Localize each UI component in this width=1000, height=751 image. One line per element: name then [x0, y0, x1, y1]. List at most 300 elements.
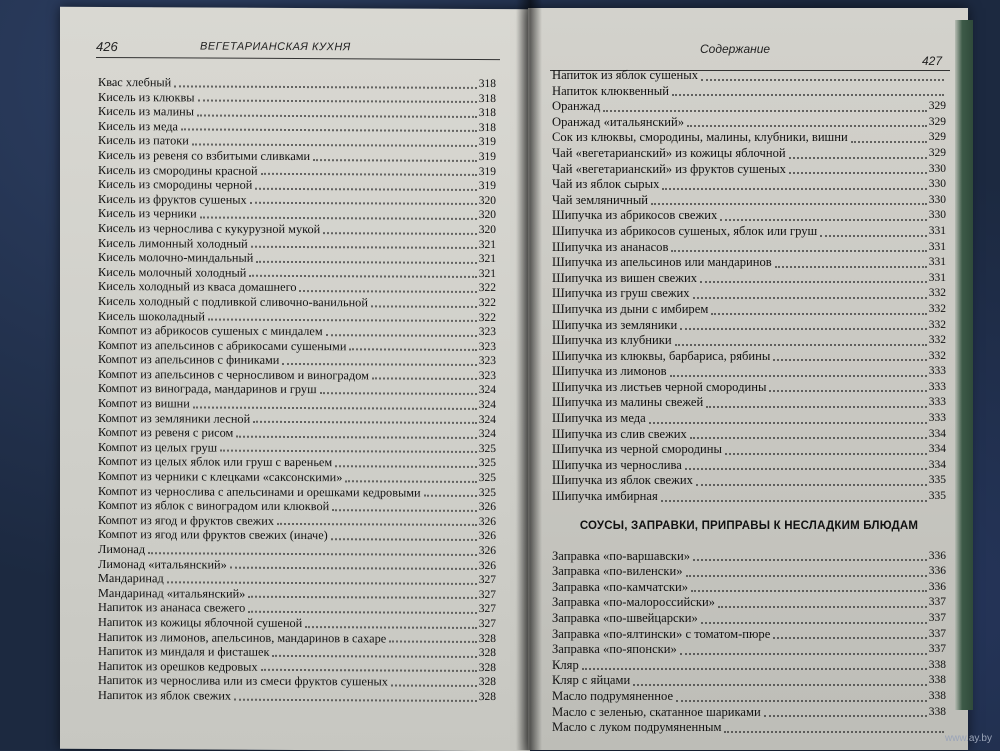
toc-entry-title: Кисель из смородины красной: [98, 162, 258, 178]
toc-entry: [552, 395, 946, 411]
toc-entry-page: 330: [928, 178, 946, 191]
toc-entry-page: 338: [928, 674, 946, 687]
toc-leader-dots: [711, 312, 926, 315]
toc-entry-title: Оранжад: [552, 99, 601, 114]
toc-entry: [552, 333, 946, 349]
toc-leader-dots: [671, 249, 926, 252]
toc-entry-title: Кисель холодный из кваса домашнего: [98, 279, 297, 295]
toc-leader-dots: [789, 156, 927, 159]
toc-entry-page: 321: [478, 267, 496, 280]
toc-entry-page: 326: [478, 530, 496, 543]
toc-leader-dots: [675, 343, 927, 346]
left-header-title: ВЕГЕТАРИАНСКАЯ КУХНЯ: [200, 40, 351, 54]
toc-entry-page: 329: [928, 131, 946, 144]
right-toc-bottom: [552, 549, 946, 736]
toc-leader-dots: [148, 551, 477, 556]
toc-leader-dots: [764, 714, 927, 717]
toc-entry-page: 327: [478, 617, 496, 631]
toc-leader-dots: [197, 113, 477, 117]
toc-entry: [552, 489, 946, 505]
toc-leader-dots: [313, 158, 477, 162]
toc-entry-title: Шипучка из вишен свежих: [552, 270, 697, 285]
toc-entry-title: Шипучка из чернослива: [552, 457, 682, 472]
left-page-number: 426: [96, 38, 118, 55]
toc-entry-title: Компот из апельсинов с абрикосами сушеными: [98, 337, 347, 353]
toc-entry-page: 325: [478, 471, 496, 485]
toc-entry: [552, 705, 946, 721]
toc-leader-dots: [696, 483, 927, 486]
toc-entry-page: 324: [478, 413, 496, 426]
toc-entry-title: Заправка «по-варшавски»: [552, 548, 691, 563]
right-toc-list: [552, 68, 946, 736]
toc-leader-dots: [372, 377, 477, 381]
toc-entry: [552, 689, 946, 705]
toc-entry: [552, 642, 946, 658]
toc-entry: [552, 611, 946, 627]
toc-entry-title: Заправка «по-японски»: [552, 642, 677, 657]
toc-entry-title: Кисель из патоки: [98, 133, 189, 148]
toc-entry-title: Кисель из чернослива с кукурузной мукой: [98, 220, 321, 237]
toc-leader-dots: [331, 537, 477, 541]
open-book: [50, 0, 970, 750]
toc-leader-dots: [582, 667, 927, 670]
toc-entry-page: 332: [928, 349, 946, 362]
toc-leader-dots: [335, 464, 477, 468]
toc-entry-page: 336: [928, 580, 946, 593]
toc-entry: [552, 68, 946, 84]
toc-leader-dots: [661, 499, 927, 502]
toc-entry-page: 334: [928, 458, 946, 471]
toc-leader-dots: [672, 93, 944, 96]
toc-entry-title: Шипучка из абрикосов сушеных, яблок или груш: [552, 223, 818, 238]
toc-entry-page: 332: [928, 318, 946, 331]
toc-entry: [552, 580, 946, 596]
toc-entry-title: Чай земляничный: [552, 192, 649, 207]
toc-entry-page: 324: [478, 399, 496, 412]
toc-entry-title: Компот из абрикосов сушеных с миндалем: [98, 323, 323, 339]
toc-entry-title: Шипучка из абрикосов свежих: [552, 208, 718, 223]
toc-entry-title: Заправка «по-ялтински» с томатом-пюре: [552, 626, 771, 641]
toc-leader-dots: [424, 494, 477, 497]
toc-entry-page: 318: [478, 77, 496, 91]
toc-entry-page: 319: [478, 165, 496, 178]
right-header-title: Содержание: [700, 42, 771, 56]
toc-entry-title: Кисель из малины: [98, 104, 195, 119]
toc-leader-dots: [250, 201, 477, 205]
toc-entry-title: Заправка «по-камчатски»: [552, 579, 688, 594]
toc-entry: [552, 564, 946, 580]
toc-entry-page: 327: [478, 603, 496, 616]
toc-entry-title: Кисель из меда: [98, 118, 178, 134]
toc-entry-title: Лимонад «итальянский»: [98, 556, 227, 572]
toc-entry-page: 329: [928, 146, 946, 159]
toc-entry-title: Масло подрумяненное: [552, 688, 674, 703]
toc-entry-page: 331: [928, 256, 946, 269]
toc-leader-dots: [349, 348, 476, 352]
toc-entry-title: Заправка «по-виленски»: [552, 564, 683, 579]
toc-entry-page: 328: [478, 676, 496, 689]
toc-leader-dots: [693, 296, 927, 299]
section-heading: СОУСЫ, ЗАПРАВКИ, ПРИПРАВЫ К НЕСЛАДКИМ БЛЮДАМ: [579, 519, 919, 532]
toc-entry-page: 321: [478, 238, 496, 251]
toc-leader-dots: [690, 436, 927, 439]
toc-entry-page: 319: [478, 180, 496, 193]
toc-entry-page: 330: [928, 193, 946, 206]
toc-leader-dots: [230, 566, 477, 570]
toc-leader-dots: [277, 522, 477, 526]
toc-leader-dots: [391, 683, 477, 686]
toc-entry-title: Шипучка из ананасов: [552, 239, 669, 254]
toc-entry-page: 319: [478, 136, 496, 149]
toc-entry-page: 334: [928, 443, 946, 456]
toc-entry-page: 337: [928, 627, 946, 640]
toc-entry-title: Шипучка имбирная: [552, 489, 658, 504]
toc-leader-dots: [234, 697, 477, 701]
toc-leader-dots: [249, 274, 476, 278]
toc-entry-title: Компот из чернослива с апельсинами и орешками кедровыми: [98, 483, 421, 500]
toc-entry-title: Чай из яблок сырых: [552, 177, 660, 192]
toc-entry-page: 332: [928, 302, 946, 315]
toc-entry-title: Кисель из клюквы: [98, 89, 195, 105]
toc-entry-title: Заправка «по-швейцарски»: [552, 611, 698, 625]
left-toc-list: [98, 75, 496, 705]
toc-entry-page: 329: [928, 115, 946, 128]
toc-entry-page: 326: [478, 544, 496, 558]
toc-leader-dots: [272, 654, 476, 658]
toc-entry-page: 331: [928, 240, 946, 253]
watermark: www.ay.by: [944, 733, 992, 744]
toc-leader-dots: [685, 467, 927, 470]
toc-entry: [552, 193, 946, 209]
toc-entry-page: 328: [478, 690, 496, 703]
toc-entry: [552, 224, 946, 240]
toc-entry: [552, 595, 946, 611]
toc-leader-dots: [389, 640, 477, 643]
toc-leader-dots: [251, 245, 477, 249]
toc-entry-page: 338: [928, 689, 946, 702]
toc-entry-page: 331: [928, 224, 946, 237]
toc-entry-page: 318: [478, 121, 496, 134]
toc-leader-dots: [651, 202, 927, 205]
toc-leader-dots: [255, 187, 476, 191]
right-toc-top: [552, 68, 946, 505]
toc-entry-page: 323: [478, 355, 496, 368]
toc-entry-title: Заправка «по-малороссийски»: [552, 595, 715, 610]
toc-entry-title: Напиток из кожицы яблочной сушеной: [98, 614, 303, 631]
left-page-header: [96, 37, 500, 60]
toc-entry-title: Компот из черники с клецками «саксонскими»: [98, 468, 343, 485]
toc-entry-title: Напиток из яблок свежих: [98, 687, 232, 703]
toc-entry-title: Компот из целых груш: [98, 439, 218, 455]
toc-entry: [552, 364, 946, 380]
toc-leader-dots: [725, 452, 927, 455]
toc-entry-page: 333: [928, 365, 946, 378]
toc-leader-dots: [649, 421, 927, 424]
toc-leader-dots: [720, 218, 927, 221]
toc-entry-page: 326: [478, 515, 496, 528]
toc-entry: [552, 627, 946, 643]
toc-leader-dots: [691, 589, 927, 592]
toc-entry-title: Компот из целых яблок или груш с вареньем: [98, 454, 333, 470]
toc-leader-dots: [633, 683, 927, 686]
toc-entry-title: Кисель из фруктов сушеных: [98, 191, 247, 207]
toc-entry: [552, 286, 946, 302]
toc-entry-title: Напиток клюквенный: [552, 83, 669, 98]
toc-leader-dots: [323, 231, 477, 235]
toc-entry-title: Напиток из лимонов, апельсинов, мандаринов в сахаре: [98, 629, 387, 646]
toc-leader-dots: [775, 265, 927, 268]
toc-entry: [552, 130, 946, 146]
toc-entry-title: Шипучка из лимонов: [552, 364, 667, 379]
toc-entry-page: 337: [928, 596, 946, 609]
toc-entry-title: Кляр с яйцами: [552, 673, 631, 688]
toc-entry-page: 318: [478, 92, 496, 105]
toc-entry-page: 320: [478, 209, 496, 222]
toc-leader-dots: [676, 699, 927, 702]
toc-entry-title: Лимонад: [98, 541, 146, 557]
toc-leader-dots: [820, 234, 927, 237]
toc-entry-title: Напиток из орешков кедровых: [98, 658, 258, 674]
toc-entry-title: Компот из ягод или фруктов свежих (иначе): [98, 527, 328, 543]
toc-entry: [98, 688, 496, 705]
toc-entry-page: 325: [478, 457, 496, 470]
toc-leader-dots: [686, 574, 927, 577]
toc-entry-page: 322: [478, 311, 496, 324]
toc-entry-page: 333: [928, 380, 946, 393]
toc-entry-title: Компот из апельсинов с финиками: [98, 352, 280, 368]
toc-entry-page: 330: [928, 162, 946, 175]
toc-entry: [552, 177, 946, 193]
toc-leader-dots: [193, 405, 477, 409]
toc-entry-page: 321: [478, 253, 496, 266]
toc-leader-dots: [248, 610, 476, 614]
toc-leader-dots: [282, 362, 476, 366]
toc-leader-dots: [261, 172, 477, 176]
toc-entry-page: 325: [478, 486, 496, 499]
toc-entry-title: Кисель лимонный холодный: [98, 235, 248, 251]
toc-leader-dots: [326, 333, 477, 337]
toc-leader-dots: [220, 449, 477, 453]
toc-entry: [552, 255, 946, 271]
book-spine-shadow: [516, 0, 542, 750]
toc-entry-title: Компот из ревеня с рисом: [98, 425, 234, 440]
toc-entry: [552, 442, 946, 458]
toc-entry-title: Оранжад «итальянский»: [552, 114, 685, 129]
toc-entry-page: 327: [478, 588, 496, 601]
toc-entry: [552, 380, 946, 396]
toc-leader-dots: [332, 508, 477, 512]
toc-leader-dots: [208, 318, 477, 322]
toc-entry-page: 328: [478, 661, 496, 674]
toc-entry: [552, 115, 946, 131]
toc-entry-title: Напиток из яблок сушеных: [552, 68, 699, 82]
toc-entry-page: 337: [928, 612, 946, 624]
toc-entry: [552, 427, 946, 443]
toc-entry-title: Мандаринад «итальянский»: [98, 585, 246, 601]
toc-entry: [552, 84, 946, 100]
toc-entry-page: 337: [928, 643, 946, 656]
toc-entry-title: Шипучка из малины свежей: [552, 395, 704, 410]
toc-entry-page: 325: [478, 442, 496, 455]
toc-entry-page: 326: [478, 559, 496, 572]
toc-entry: [98, 527, 496, 544]
toc-entry: [552, 240, 946, 256]
toc-leader-dots: [167, 580, 477, 585]
toc-leader-dots: [174, 84, 476, 89]
toc-leader-dots: [718, 605, 927, 608]
toc-leader-dots: [687, 124, 927, 127]
toc-entry-title: Шипучка из листьев черной смородины: [552, 379, 767, 394]
toc-entry: [552, 549, 946, 565]
toc-entry-title: Шипучка из черной смородины: [552, 442, 722, 457]
toc-entry-title: Шипучка из груш свежих: [552, 286, 690, 301]
toc-entry-title: Кисель молочно-миндальный: [98, 250, 254, 265]
toc-entry-page: 332: [928, 334, 946, 347]
toc-entry: [552, 208, 946, 224]
toc-entry-page: 322: [478, 282, 496, 295]
toc-entry-page: 319: [478, 150, 496, 164]
toc-leader-dots: [701, 78, 944, 81]
toc-entry-title: Кисель из ревеня со взбитыми сливками: [98, 147, 311, 164]
toc-entry-title: Компот из апельсинов с черносливом и виноградом: [98, 366, 369, 383]
toc-leader-dots: [261, 668, 477, 672]
toc-entry-page: 318: [478, 107, 496, 120]
toc-entry-title: Масло с зеленью, скатанное шариками: [552, 704, 761, 719]
toc-entry-title: Шипучка из земляники: [552, 317, 678, 332]
toc-entry-page: 336: [928, 565, 946, 578]
toc-entry: [552, 318, 946, 334]
toc-entry-title: Шипучка из слив свежих: [552, 426, 687, 441]
toc-leader-dots: [773, 358, 926, 361]
toc-entry-page: 338: [928, 658, 946, 671]
toc-entry-page: 327: [478, 574, 496, 587]
toc-entry: [552, 162, 946, 178]
toc-entry: [552, 302, 946, 318]
toc-leader-dots: [700, 280, 927, 283]
toc-entry: [552, 349, 946, 365]
toc-leader-dots: [256, 260, 476, 264]
toc-leader-dots: [789, 171, 927, 174]
toc-leader-dots: [305, 625, 476, 629]
toc-leader-dots: [200, 215, 477, 219]
toc-entry-title: Кляр: [552, 657, 579, 672]
toc-entry: [552, 473, 946, 489]
toc-entry-page: 326: [478, 501, 496, 514]
toc-entry-title: Кисель из смородины черной: [98, 177, 253, 192]
right-page: [528, 8, 968, 750]
toc-leader-dots: [320, 391, 477, 395]
toc-entry-page: 335: [928, 490, 946, 503]
toc-entry-title: Напиток из ананаса свежего: [98, 600, 246, 616]
toc-entry-page: 331: [928, 271, 946, 284]
toc-entry-title: Чай «вегетарианский» из кожицы яблочной: [552, 145, 786, 160]
toc-entry-title: Шипучка из яблок свежих: [552, 473, 693, 488]
toc-entry-title: Масло с луком подрумяненным: [552, 720, 722, 735]
toc-entry-title: Компот из ягод и фруктов свежих: [98, 512, 275, 528]
toc-leader-dots: [662, 187, 926, 190]
toc-entry: [552, 271, 946, 287]
toc-leader-dots: [670, 374, 927, 377]
toc-entry: [552, 411, 946, 427]
toc-leader-dots: [680, 652, 927, 655]
toc-entry-page: 323: [478, 326, 496, 339]
toc-entry-page: 338: [928, 705, 946, 718]
toc-entry-page: 322: [478, 296, 496, 309]
toc-leader-dots: [706, 405, 927, 408]
toc-leader-dots: [248, 595, 476, 599]
toc-entry-title: Кисель шоколадный: [98, 308, 205, 324]
toc-entry-title: Кисель из черники: [98, 206, 197, 221]
toc-entry-page: 334: [928, 427, 946, 440]
toc-entry: [552, 720, 946, 736]
toc-leader-dots: [773, 636, 926, 639]
toc-leader-dots: [769, 389, 926, 392]
toc-entry-page: 328: [478, 647, 496, 660]
toc-entry-title: Мандаринад: [98, 571, 164, 586]
toc-entry-page: 336: [928, 549, 946, 562]
toc-entry-page: 320: [478, 223, 496, 236]
toc-leader-dots: [345, 479, 476, 483]
toc-leader-dots: [371, 304, 477, 308]
toc-entry-title: Шипучка из клюквы, барбариса, рябины: [552, 348, 771, 363]
toc-entry-title: Кисель молочный холодный: [98, 264, 247, 280]
toc-entry-page: 320: [478, 194, 496, 207]
toc-entry-page: 324: [478, 384, 496, 397]
toc-entry-page: 324: [478, 428, 496, 441]
toc-entry-title: Компот из винограда, мандаринов и груш: [98, 381, 317, 397]
toc-entry-page: 330: [928, 209, 946, 222]
toc-entry: [552, 146, 946, 162]
toc-leader-dots: [693, 558, 927, 561]
toc-leader-dots: [851, 140, 927, 143]
toc-entry-page: 335: [928, 474, 946, 487]
toc-leader-dots: [680, 327, 926, 330]
toc-entry-page: 328: [478, 632, 496, 645]
toc-entry-title: Сок из клюквы, смородины, малины, клубники, вишни: [552, 130, 848, 145]
toc-entry-page: 332: [928, 287, 946, 300]
toc-entry: [552, 99, 946, 115]
toc-entry-title: Шипучка из клубники: [552, 333, 672, 348]
toc-leader-dots: [192, 142, 477, 146]
toc-leader-dots: [701, 621, 927, 624]
toc-entry-page: 333: [928, 396, 946, 409]
toc-leader-dots: [181, 128, 477, 133]
toc-leader-dots: [299, 289, 476, 293]
toc-entry-title: Напиток из чернослива или из смеси фруктов сушеных: [98, 673, 388, 689]
toc-leader-dots: [724, 730, 944, 733]
toc-entry-title: Шипучка из меда: [552, 411, 646, 426]
toc-leader-dots: [198, 99, 477, 103]
toc-leader-dots: [603, 109, 926, 112]
toc-entry-title: Шипучка из апельсинов или мандаринов: [552, 255, 772, 270]
right-page-header: [550, 36, 950, 71]
toc-entry-title: Шипучка из дыни с имбирем: [552, 301, 709, 316]
toc-leader-dots: [253, 420, 477, 424]
toc-entry-page: 329: [928, 100, 946, 113]
toc-entry-title: Квас хлебный: [98, 74, 172, 90]
toc-entry: [552, 673, 946, 689]
toc-entry-title: Компот из вишни: [98, 396, 190, 411]
left-page: [60, 7, 530, 751]
toc-entry: [552, 458, 946, 474]
toc-entry-title: Компот из земляники лесной: [98, 410, 251, 426]
toc-entry-page: 333: [928, 412, 946, 425]
toc-entry-title: Напиток из миндаля и фисташек: [98, 644, 270, 660]
toc-entry: [552, 658, 946, 674]
toc-entry-title: Компот из яблок с виноградом или клюквой: [98, 498, 330, 514]
toc-entry-title: Кисель холодный с подливкой сливочно-ванильной: [98, 293, 368, 310]
toc-leader-dots: [236, 435, 476, 439]
